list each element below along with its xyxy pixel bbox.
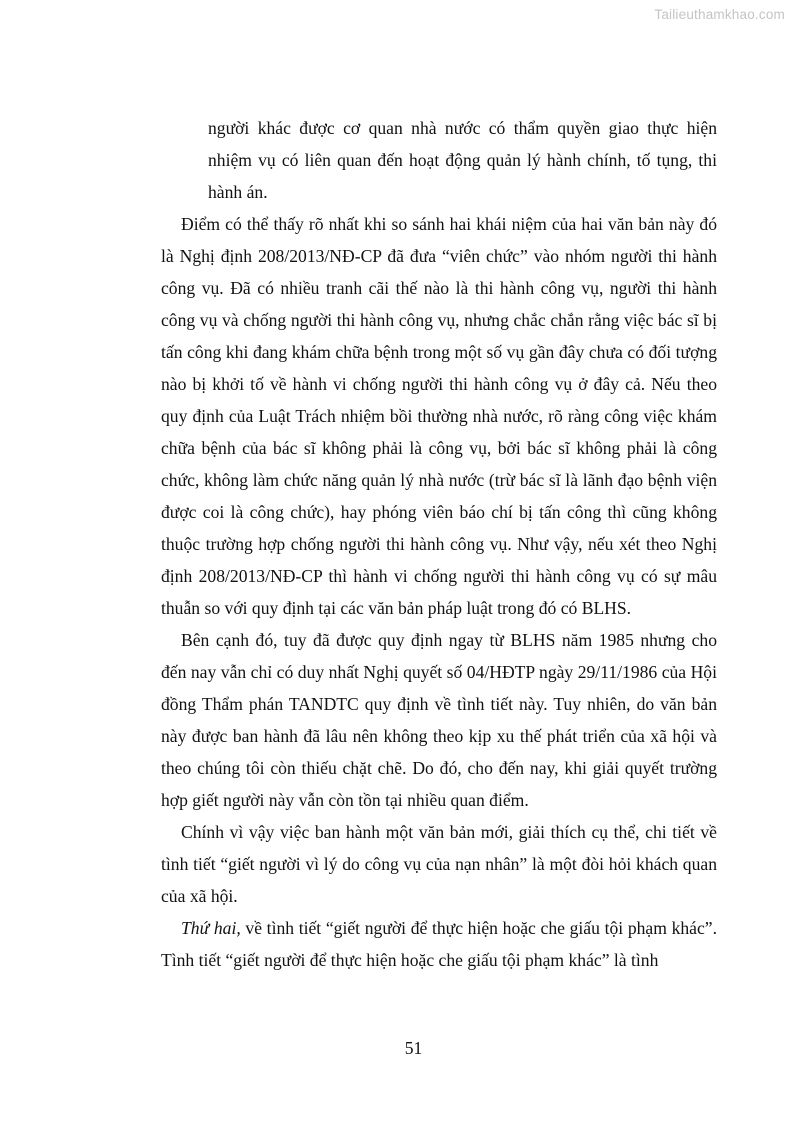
watermark-text: Tailieuthamkhao.com [654,7,785,22]
italic-lead: Thứ hai, [181,918,241,938]
second-point-text: về tình tiết “giết người để thực hiện hoặc che giấu tội phạm khác”. Tình tiết “giết người để thực hiện hoặc che giấu tội phạm khác” là tình [161,918,717,970]
paragraph-resolution: Bên cạnh đó, tuy đã được quy định ngay từ BLHS năm 1985 nhưng cho đến nay vẫn chỉ có duy nhất Nghị quyết số 04/HĐTP ngày 29/11/1986 của Hội đồng Thẩm phán TANDTC quy định về tình tiết này. Tuy nhiên, do văn bản này được ban hành đã lâu nên không theo kịp xu thế phát triển của xã hội và theo chúng tôi còn thiếu chặt chẽ. Do đó, cho đến nay, khi giải quyết trường hợp giết người này vẫn còn tồn tại nhiều quan điểm. [161,630,717,810]
quote-continuation: người khác được cơ quan nhà nước có thẩm quyền giao thực hiện nhiệm vụ có liên quan đến hoạt động quản lý hành chính, tố tụng, thi hành án. [208,118,717,202]
page-body [161,112,717,976]
paragraph-comparison: Điểm có thể thấy rõ nhất khi so sánh hai khái niệm của hai văn bản này đó là Nghị định 208/2013/NĐ-CP đã đưa “viên chức” vào nhóm người thi hành công vụ. Đã có nhiều tranh cãi thế nào là thi hành công vụ, người thi hành công vụ và chống người thi hành công vụ, nhưng chắc chắn rằng việc bác sĩ bị tấn công khi đang khám chữa bệnh trong một số vụ gần đây chưa có đối tượng nào bị khởi tố về hành vi chống người thi hành công vụ ở đây cả. Nếu theo quy định của Luật Trách nhiệm bồi thường nhà nước, rõ ràng công việc khám chữa bệnh của bác sĩ không phải là công vụ, bởi bác sĩ không phải là công chức, không làm chức năng quản lý nhà nước (trừ bác sĩ là lãnh đạo bệnh viện được coi là công chức), hay phóng viên báo chí bị tấn công thì cũng không thuộc trường hợp chống người thi hành công vụ. Như vậy, nếu xét theo Nghị định 208/2013/NĐ-CP thì hành vi chống người thi hành công vụ có sự mâu thuẫn so với quy định tại các văn bản pháp luật trong đó có BLHS. [161,214,717,618]
page-number: 51 [404,1038,423,1058]
paragraph-second-point [161,912,717,976]
paragraph-conclusion: Chính vì vậy việc ban hành một văn bản mới, giải thích cụ thể, chi tiết về tình tiết “giết người vì lý do công vụ của nạn nhân” là một đòi hỏi khách quan của xã hội. [161,822,717,906]
